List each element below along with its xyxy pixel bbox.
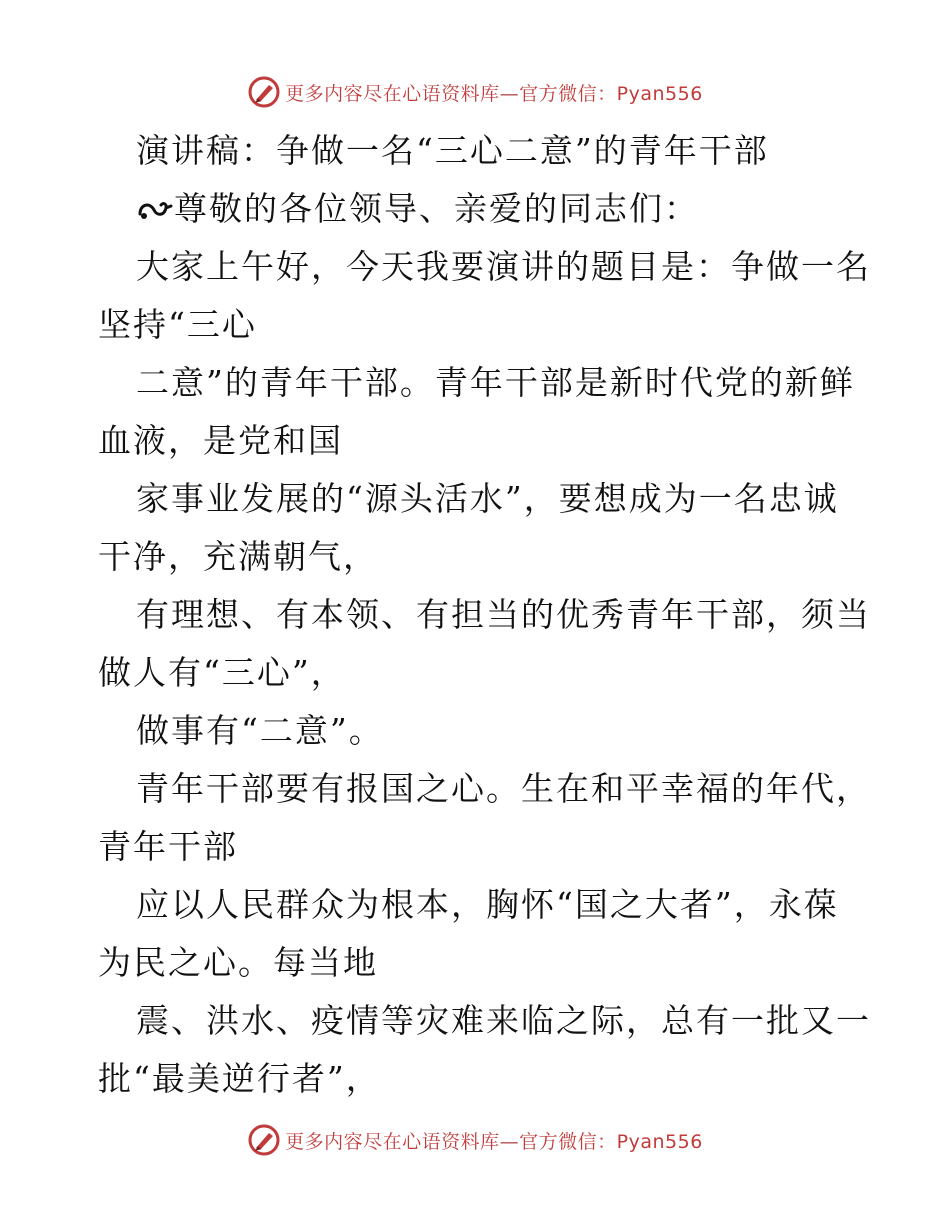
- paragraph-line: 大家上午好，今天我要演讲的题目是：争做一名: [136, 247, 871, 286]
- footer-banner: [0, 1118, 950, 1162]
- pen-seal-logo-icon: [247, 75, 281, 109]
- paragraph-line: 干净，充满朝气，: [98, 537, 378, 576]
- banner-text: 更多内容尽在心语资料库—官方微信：Pyan556: [285, 1130, 703, 1153]
- paragraph-line: 应以人民群众为根本，胸怀“国之大者”，永葆: [136, 885, 839, 924]
- paragraph-line: 血液，是党和国: [98, 421, 343, 460]
- ornament-bullet-icon: [136, 194, 174, 224]
- paragraph-line: 做事有“二意”。: [136, 711, 384, 750]
- document-body: [98, 122, 871, 1108]
- pen-seal-logo-icon: [247, 1123, 281, 1157]
- paragraph-line: 家事业发展的“源头活水”，要想成为一名忠诚: [136, 479, 839, 518]
- banner-text: 更多内容尽在心语资料库—官方微信：Pyan556: [285, 82, 703, 105]
- paragraph-line: 有理想、有本领、有担当的优秀青年干部，须当: [136, 595, 871, 634]
- paragraph-line: 批“最美逆行者”，: [98, 1059, 381, 1098]
- header-banner: [0, 70, 950, 114]
- paragraph-line: 为民之心。每当地: [98, 943, 378, 982]
- doc-salutation: 尊敬的各位领导、亲爱的同志们：: [98, 180, 858, 238]
- doc-title: 演讲稿：争做一名“三心二意”的青年干部: [136, 131, 769, 170]
- paragraph-line: 二意”的青年干部。青年干部是新时代党的新鲜: [136, 363, 855, 402]
- paragraph-line: 青年干部要有报国之心。生在和平幸福的年代，: [136, 769, 871, 808]
- paragraph-line: 青年干部: [98, 827, 238, 866]
- paragraph-line: 震、洪水、疫情等灾难来临之际，总有一批又一: [136, 1001, 871, 1040]
- paragraph-line: 做人有“三心”，: [98, 653, 346, 692]
- paragraph-line: 坚持“三心: [98, 305, 257, 344]
